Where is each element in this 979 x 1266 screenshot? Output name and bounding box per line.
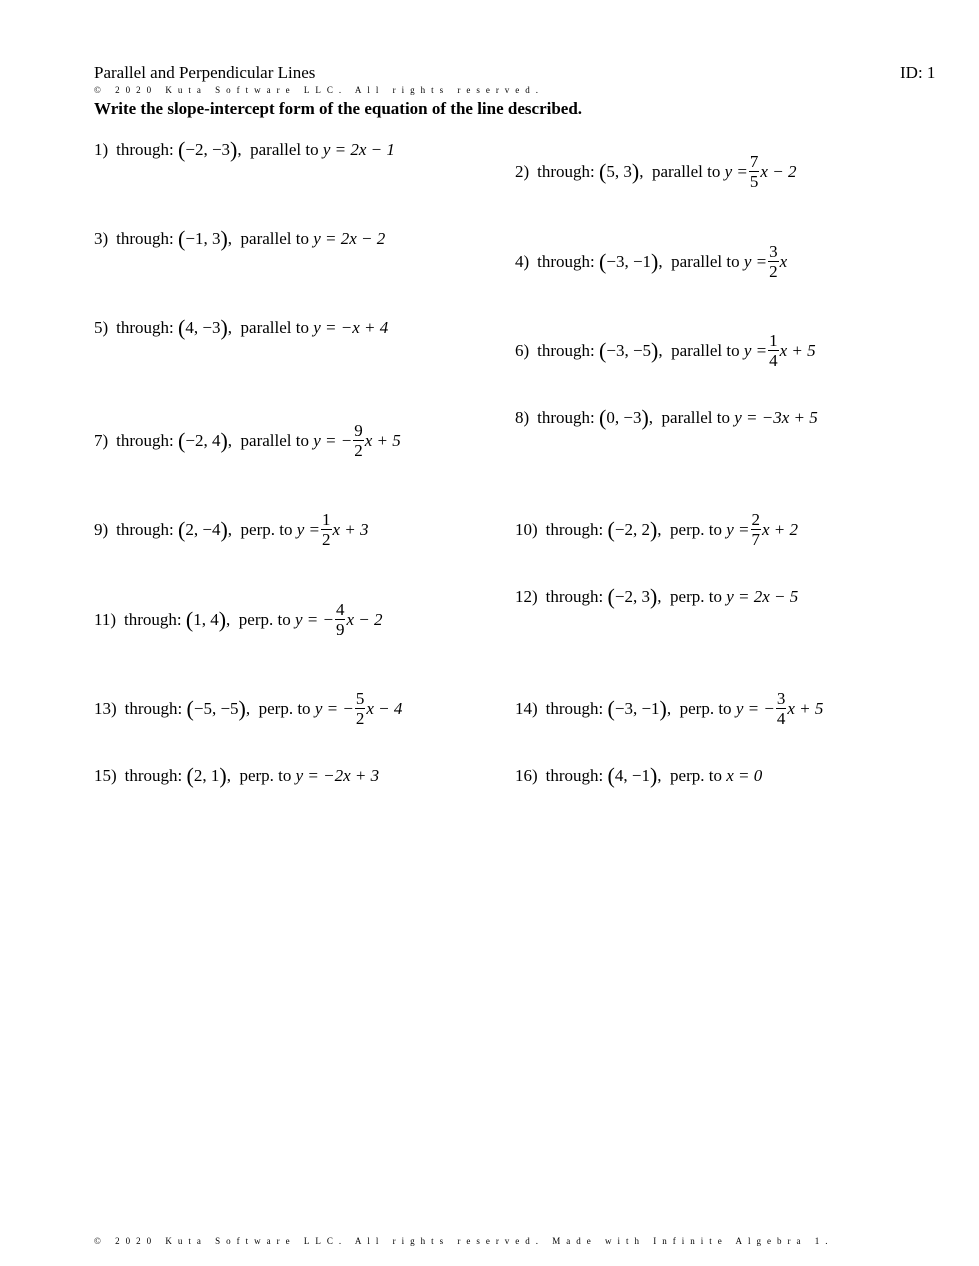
problem-number: 10) [515, 519, 538, 539]
point: −2, 4 [185, 430, 221, 450]
fraction [355, 689, 366, 728]
fraction [749, 152, 760, 191]
open-paren: ( [599, 158, 607, 184]
point: 2, 1 [193, 766, 220, 785]
equation-left: y = −3x + 5 [734, 408, 818, 427]
close-paren: ) [220, 315, 228, 340]
fraction-denominator: 2 [355, 709, 365, 728]
problem-8: 8) through: ( 0, −3 ) , parallel to y = −3x + 5 [515, 405, 818, 430]
equation-left: y = − [294, 609, 334, 629]
problem-13: 13) through: ( −5, −5 ) , perp. to y = − $\frac{5}{2}$ x − 4 [94, 689, 403, 728]
point: −5, −5 [193, 698, 239, 718]
problem-1: 1) through: ( −2, −3 ) , parallel to y = 2x − 1 [94, 137, 395, 162]
through-label: through: [116, 519, 174, 539]
problem-number: 5) [94, 318, 109, 337]
equation-right: x + 2 [762, 519, 799, 539]
fraction-numerator: 7 [749, 152, 759, 171]
open-paren: ( [178, 137, 186, 162]
equation-right: x + 5 [779, 340, 816, 360]
point: 4, −3 [185, 318, 221, 337]
problem-number: 12) [515, 587, 538, 606]
open-paren: ( [178, 427, 186, 453]
through-label: through: [124, 609, 182, 629]
worksheet-id: ID: 1 [900, 63, 936, 82]
point: 2, −4 [185, 519, 221, 539]
problem-number: 3) [94, 229, 109, 248]
close-paren: ) [641, 405, 649, 430]
problem-number: 1) [94, 140, 109, 159]
through-label: through: [116, 318, 174, 337]
close-paren: ) [659, 695, 667, 721]
fraction-numerator: 3 [776, 689, 786, 708]
relation-label: perp. to [240, 519, 293, 539]
problem-number: 8) [515, 408, 530, 427]
through-label: through: [545, 587, 604, 606]
point: −2, −3 [185, 140, 231, 159]
through-label: through: [537, 408, 595, 427]
problem-12: 12) through: ( −2, 3 ) , perp. to y = 2x − 5 [515, 584, 799, 609]
open-paren: ( [607, 584, 615, 609]
through-label: through: [116, 430, 174, 450]
close-paren: ) [218, 606, 227, 632]
relation-label: perp. to [670, 587, 722, 606]
open-paren: ( [607, 763, 615, 788]
close-paren: ) [649, 763, 658, 788]
fraction-numerator: 4 [335, 600, 345, 619]
problem-number: 9) [94, 519, 109, 539]
relation-label: perp. to [670, 519, 722, 539]
point: −3, −5 [606, 340, 652, 360]
fraction-numerator: 3 [769, 242, 778, 261]
problem-2: 2) through: ( 5, 3 ) , parallel to y = $\frac{7}{5}$ x − 2 [515, 152, 797, 191]
open-paren: ( [599, 248, 607, 274]
relation-label: parallel to [240, 430, 309, 450]
fraction [321, 510, 332, 549]
equation-right: x − 4 [366, 698, 403, 718]
fraction [353, 421, 364, 460]
problem-number: 14) [515, 698, 538, 718]
through-label: through: [537, 251, 595, 271]
equation-right: x − 2 [346, 609, 383, 629]
open-paren: ( [186, 763, 194, 788]
close-paren: ) [649, 584, 658, 609]
equation-left: y = − [735, 698, 775, 718]
fraction [751, 510, 762, 549]
problem-number: 13) [94, 698, 117, 718]
problem-15: 15) through: ( 2, 1 ) , perp. to y = −2x + 3 [94, 763, 380, 788]
relation-label: parallel to [240, 229, 309, 248]
through-label: through: [116, 140, 174, 159]
relation-label: parallel to [651, 161, 721, 181]
relation-label: perp. to [679, 698, 732, 718]
relation-label: parallel to [671, 340, 740, 360]
problem-14: 14) through: ( −3, −1 ) , perp. to y = − $\frac{3}{4}$ x + 5 [515, 689, 824, 728]
fraction-numerator: 1 [322, 510, 331, 529]
fraction-numerator: 5 [355, 689, 365, 708]
problem-9: 9) through: ( 2, −4 ) , perp. to y = $\frac{1}{2}$ x + 3 [94, 510, 369, 549]
equation-left: y = [743, 251, 768, 271]
point: −1, 3 [185, 229, 221, 248]
problem-number: 11) [94, 609, 117, 629]
problem-10: 10) through: ( −2, 2 ) , perp. to y = $\frac{2}{7}$ x + 2 [515, 510, 799, 549]
problem-number: 2) [515, 161, 530, 181]
fraction-numerator: 2 [751, 510, 760, 529]
fraction-numerator: 9 [354, 421, 363, 440]
fraction [335, 600, 346, 639]
close-paren: ) [219, 763, 227, 788]
point: 5, 3 [606, 161, 632, 181]
close-paren: ) [220, 226, 228, 251]
equation-left: y = −x + 4 [313, 318, 389, 337]
problem-6: 6) through: ( −3, −5 ) , parallel to y = $\frac{1}{4}$ x + 5 [515, 331, 816, 370]
problem-number: 4) [515, 251, 530, 271]
equation-left: y = −2x + 3 [295, 766, 380, 785]
instructions: Write the slope-intercept form of the equation of the line described. [94, 99, 583, 118]
worksheet-title: Parallel and Perpendicular Lines [94, 63, 316, 82]
relation-label: perp. to [670, 766, 722, 785]
fraction-denominator: 2 [354, 441, 363, 460]
close-paren: ) [651, 337, 659, 363]
fraction-denominator: 4 [769, 351, 778, 370]
open-paren: ( [607, 516, 615, 542]
problem-11: 11) through: ( 1, 4 ) , perp. to y = − $\frac{4}{9}$ x − 2 [94, 600, 383, 639]
point: −2, 3 [614, 587, 650, 606]
close-paren: ) [230, 137, 238, 162]
through-label: through: [116, 229, 174, 248]
fraction-denominator: 9 [335, 620, 345, 639]
open-paren: ( [186, 695, 194, 721]
close-paren: ) [220, 516, 228, 542]
close-paren: ) [649, 516, 658, 542]
through-label: through: [124, 766, 183, 785]
through-label: through: [545, 698, 604, 718]
open-paren: ( [599, 337, 607, 363]
open-paren: ( [607, 695, 615, 721]
open-paren: ( [178, 226, 186, 251]
problem-4: 4) through: ( −3, −1 ) , parallel to y = $\frac{3}{2}$ x [515, 242, 788, 281]
equation-right: x − 2 [760, 161, 797, 181]
point: −2, 2 [614, 519, 650, 539]
problem-number: 16) [515, 766, 538, 785]
problem-5: 5) through: ( 4, −3 ) , parallel to y = −x + 4 [94, 315, 389, 340]
equation-left: y = [726, 519, 750, 539]
relation-label: perp. to [238, 609, 291, 629]
relation-label: perp. to [258, 698, 311, 718]
equation-left: y = [743, 340, 768, 360]
problem-7: 7) through: ( −2, 4 ) , parallel to y = − $\frac{9}{2}$ x + 5 [94, 421, 401, 460]
fraction-denominator: 7 [751, 530, 760, 549]
open-paren: ( [178, 516, 186, 542]
close-paren: ) [238, 695, 246, 721]
point: 1, 4 [193, 609, 219, 629]
point: 0, −3 [606, 408, 642, 427]
open-paren: ( [599, 405, 607, 430]
close-paren: ) [631, 158, 640, 184]
point: −3, −1 [614, 698, 660, 718]
equation-left: y = [296, 519, 320, 539]
through-label: through: [537, 161, 595, 181]
equation-left: y = 2x − 1 [322, 140, 395, 159]
equation-left: x = 0 [726, 766, 763, 785]
open-paren: ( [185, 606, 194, 632]
equation-left: y = 2x − 2 [313, 229, 386, 248]
through-label: through: [545, 519, 604, 539]
problem-3: 3) through: ( −1, 3 ) , parallel to y = 2x − 2 [94, 226, 386, 251]
copyright-footer: © 2020 Kuta Software LLC. All rights reserved. Made with Infinite Algebra 1. [94, 1236, 834, 1246]
fraction [768, 242, 779, 281]
equation-right: x + 5 [364, 430, 401, 450]
point: 4, −1 [614, 766, 650, 785]
fraction [776, 689, 787, 728]
relation-label: parallel to [671, 251, 740, 271]
problem-number: 7) [94, 430, 109, 450]
equation-right: x [779, 251, 788, 271]
relation-label: parallel to [661, 408, 730, 427]
fraction-denominator: 2 [769, 262, 778, 281]
equation-left: y = − [313, 430, 353, 450]
equation-left: y = 2x − 5 [726, 587, 799, 606]
fraction-denominator: 5 [749, 172, 759, 191]
equation-right: x + 5 [787, 698, 824, 718]
fraction-denominator: 4 [776, 709, 786, 728]
through-label: through: [124, 698, 183, 718]
fraction-denominator: 2 [322, 530, 331, 549]
fraction [768, 331, 779, 370]
copyright-header: © 2020 Kuta Software LLC. All rights reserved. [94, 85, 545, 95]
relation-label: perp. to [239, 766, 292, 785]
fraction-numerator: 1 [769, 331, 778, 350]
equation-left: y = − [314, 698, 354, 718]
problem-16: 16) through: ( 4, −1 ) , perp. to x = 0 [515, 763, 763, 788]
close-paren: ) [651, 248, 659, 274]
open-paren: ( [178, 315, 186, 340]
problem-number: 15) [94, 766, 117, 785]
point: −3, −1 [606, 251, 652, 271]
equation-right: x + 3 [332, 519, 369, 539]
equation-left: y = [724, 161, 748, 181]
problem-number: 6) [515, 340, 530, 360]
through-label: through: [545, 766, 604, 785]
close-paren: ) [220, 427, 228, 453]
relation-label: parallel to [250, 140, 319, 159]
relation-label: parallel to [240, 318, 309, 337]
through-label: through: [537, 340, 595, 360]
